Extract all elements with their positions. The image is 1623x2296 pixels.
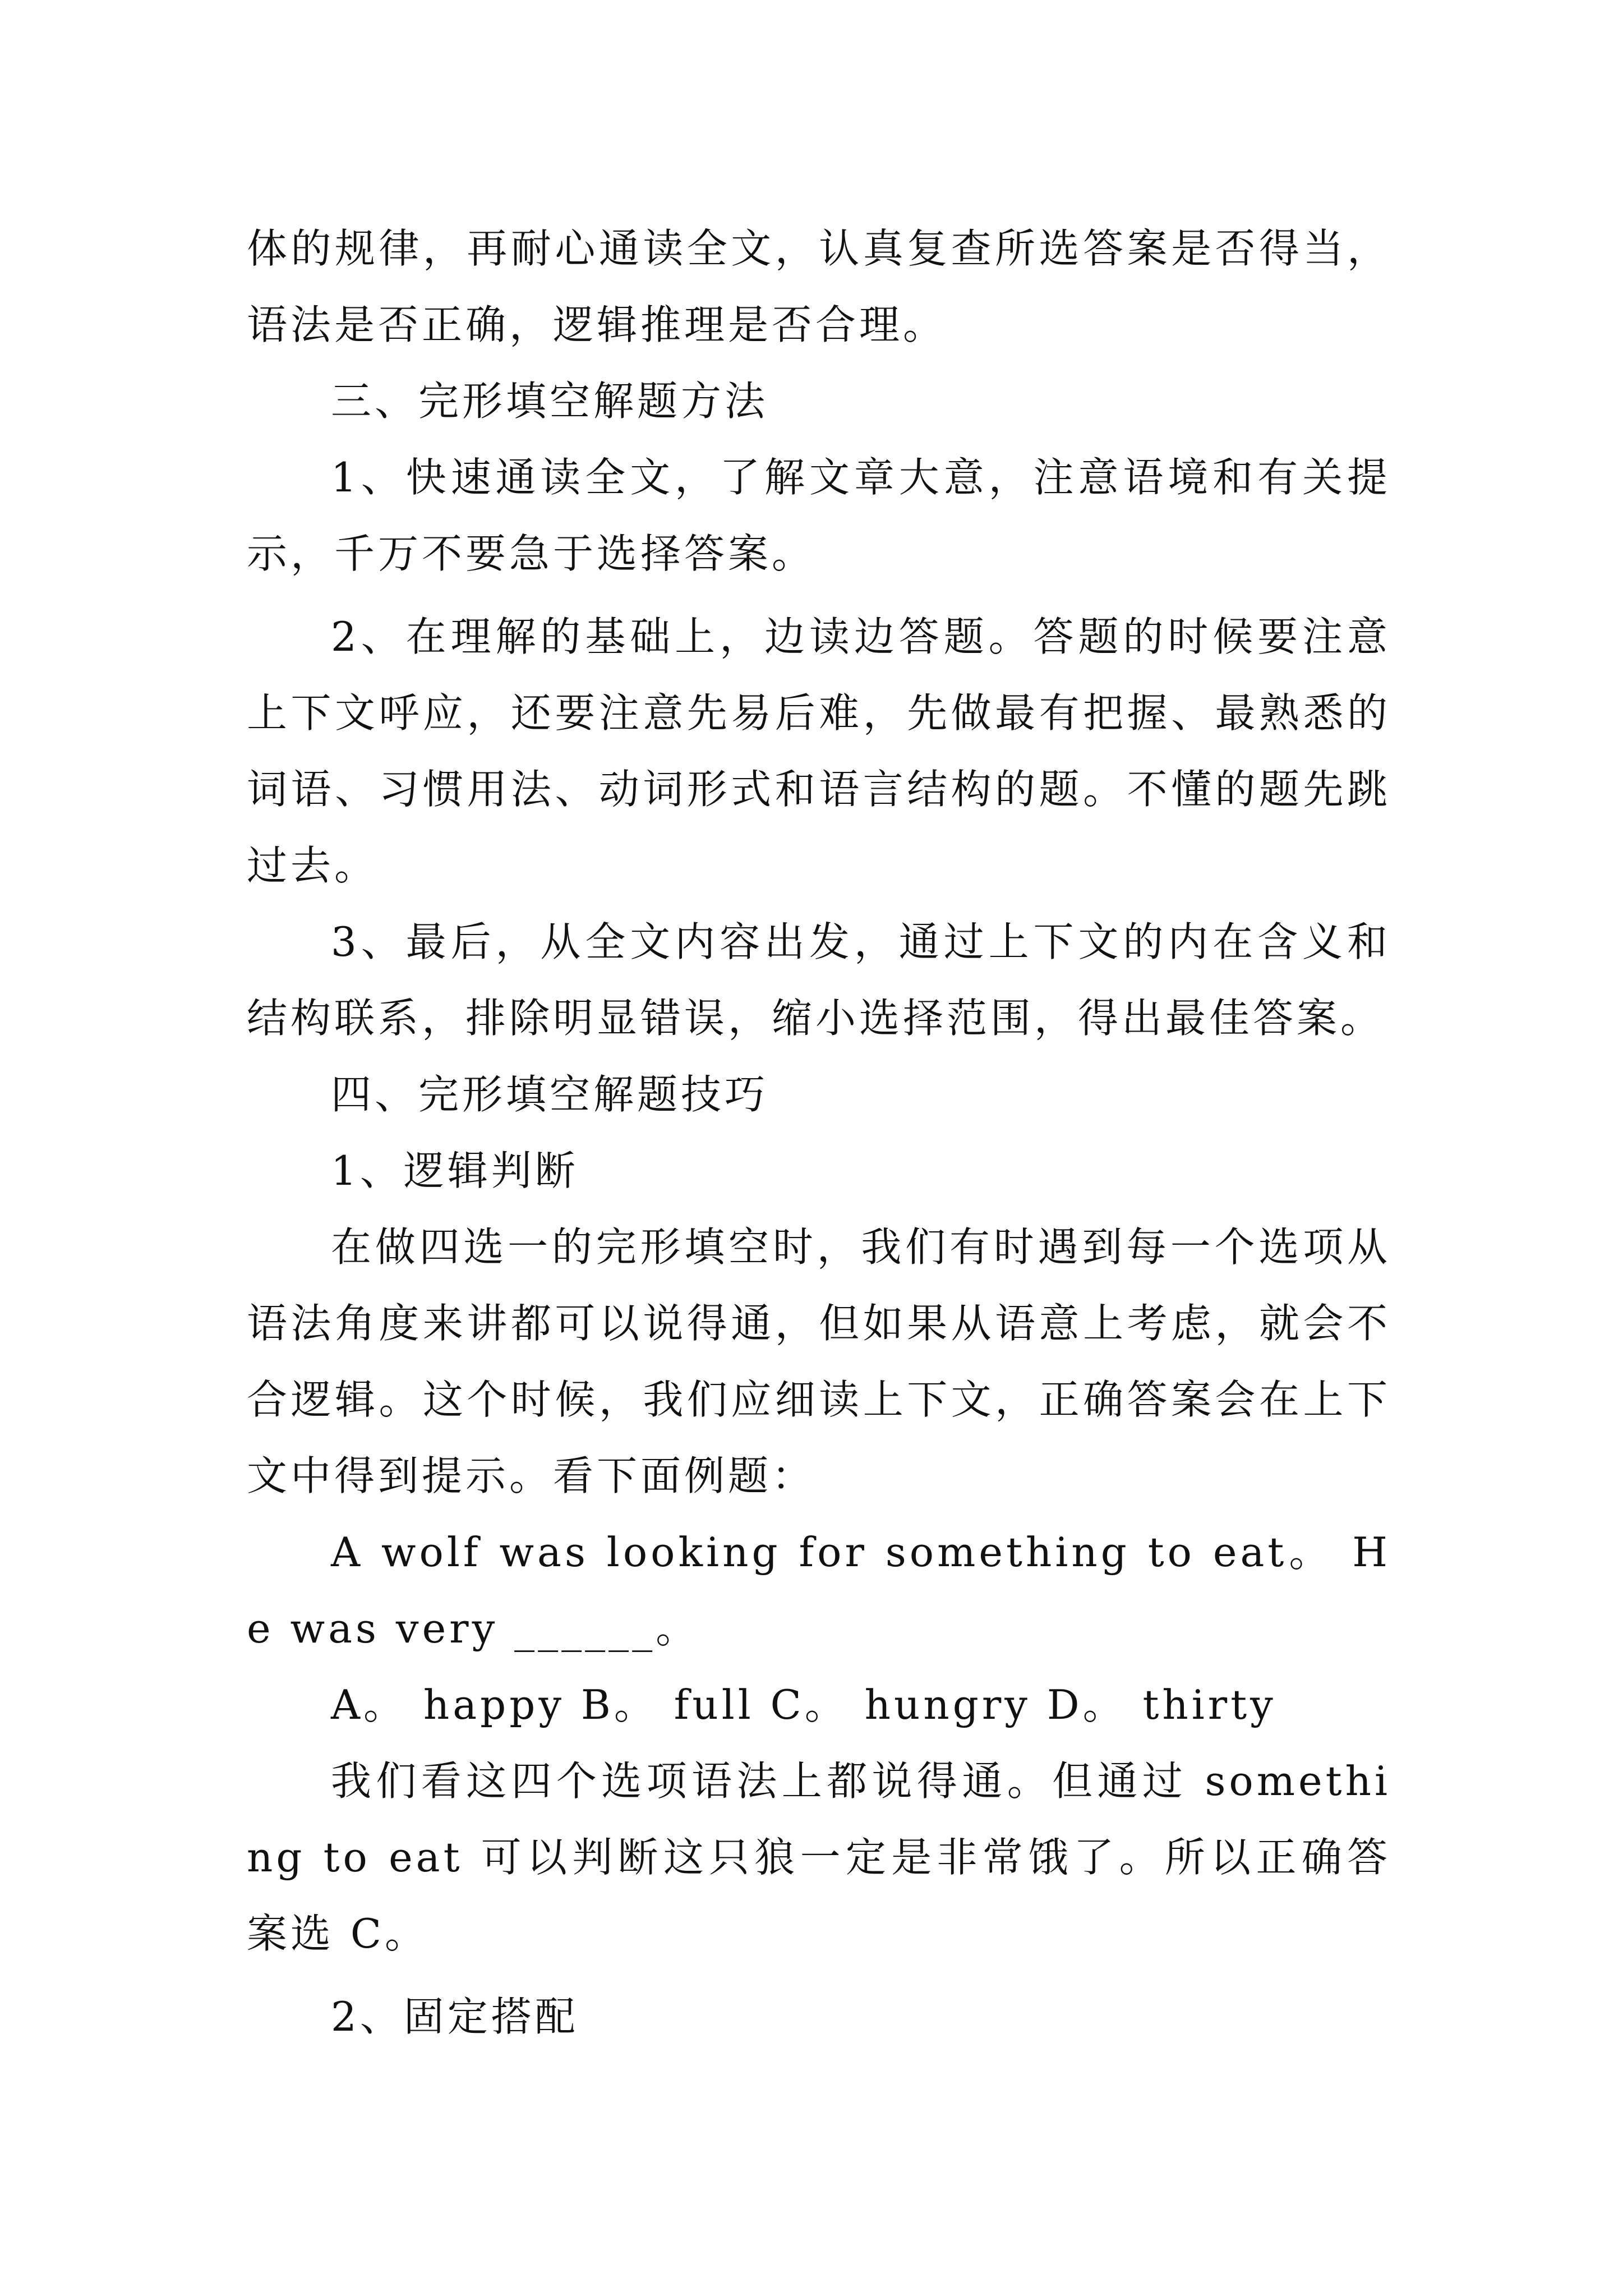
example-question: A wolf was looking for something to eat。 He was very ______。: [247, 1529, 1391, 1652]
technique-logic-explanation: 在做四选一的完形填空时，我们有时遇到每一个选项从语法角度来讲都可以说得通，但如果从语意上考虑，就会不合逻辑。这个时候，我们应细读上下文，正确答案会在上下文中得到提示。看下面例题：: [247, 1223, 1391, 1499]
technique-heading-logic: 1、逻辑判断: [331, 1147, 579, 1194]
technique-heading-collocation: 2、固定搭配: [331, 1993, 579, 2040]
method-item-3: 3、最后，从全文内容出发，通过上下文的内在含义和结构联系，排除明显错误，缩小选择范围，得出最佳答案。: [247, 918, 1391, 1042]
method-item-1: 1、快速通读全文，了解文章大意，注意语境和有关提示，千万不要急于选择答案。: [247, 454, 1391, 577]
paragraph-continuation: 体的规律，再耐心通读全文，认真复查所选答案是否得当，语法是否正确，逻辑推理是否合理。: [247, 225, 1391, 348]
document-body: [247, 210, 1391, 2055]
example-options: A。 happy B。 full C。 hungry D。 thirty: [331, 1681, 1276, 1728]
section-heading-methods: 三、完形填空解题方法: [331, 378, 769, 425]
example-analysis: 我们看这四个选项语法上都说得通。但通过 something to eat 可以判断这只狼一定是非常饿了。所以正确答案选 C。: [247, 1757, 1391, 1957]
method-item-2: 2、在理解的基础上，边读边答题。答题的时候要注意上下文呼应，还要注意先易后难，先做最有把握、最熟悉的词语、习惯用法、动词形式和语言结构的题。不懂的题先跳过去。: [247, 613, 1391, 889]
section-heading-techniques: 四、完形填空解题技巧: [331, 1071, 769, 1118]
